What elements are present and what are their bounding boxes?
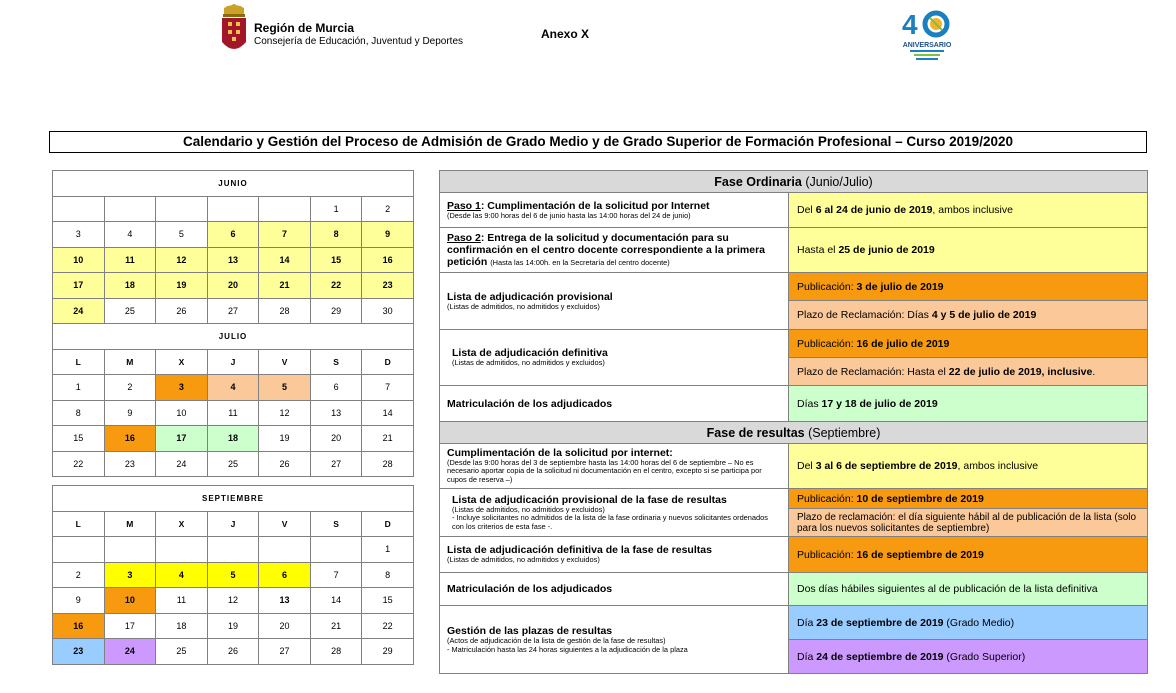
calendar-day: 19 bbox=[259, 426, 311, 452]
calendar-day bbox=[310, 537, 362, 563]
step-note: (Listas de admitidos, no admitidos y excluidos) bbox=[447, 301, 600, 311]
value-suffix: , ambos inclusive bbox=[957, 460, 1039, 472]
calendar-day: 25 bbox=[104, 298, 156, 324]
value-date: 3 al 6 de septiembre de 2019 bbox=[815, 460, 958, 472]
calendar-day: 18 bbox=[207, 426, 259, 452]
section-period: (Septiembre) bbox=[808, 425, 881, 440]
step-value-resultas-provisional-claim bbox=[789, 509, 1148, 537]
calendar-day: 28 bbox=[310, 639, 362, 665]
calendar-day: 5 bbox=[259, 375, 311, 401]
value-prefix: Plazo de Reclamación: Hasta el bbox=[797, 365, 949, 378]
weekday-header: X bbox=[156, 511, 208, 537]
calendar-day: 23 bbox=[53, 639, 105, 665]
calendar-day: 20 bbox=[310, 426, 362, 452]
step-title: Lista de adjudicación provisional de la fase de resultas bbox=[452, 493, 727, 506]
june-july-calendar bbox=[52, 170, 414, 477]
calendar-day: 8 bbox=[53, 400, 105, 426]
calendar-day: 14 bbox=[259, 247, 311, 273]
value-date: 24 de septiembre de 2019 bbox=[816, 650, 944, 663]
calendar-day: 16 bbox=[53, 613, 105, 639]
weekday-header: L bbox=[53, 349, 105, 375]
calendar-day: 29 bbox=[362, 639, 414, 665]
step-label-resultas-provisional bbox=[440, 489, 789, 537]
calendar-week bbox=[53, 537, 414, 563]
value-prefix: Día bbox=[797, 616, 817, 629]
40-anniversary-logo-icon bbox=[896, 4, 958, 66]
calendar-day: 26 bbox=[156, 298, 208, 324]
calendar-day: 27 bbox=[310, 451, 362, 477]
calendar-day: 14 bbox=[310, 588, 362, 614]
calendar-day: 1 bbox=[362, 537, 414, 563]
weekday-header: M bbox=[104, 511, 156, 537]
weekday-header: J bbox=[207, 349, 259, 375]
step-note: (Listas de admitidos, no admitidos y excluidos) bbox=[452, 504, 605, 514]
step-value-resultas-grado-medio bbox=[789, 606, 1148, 640]
calendar-day: 7 bbox=[259, 222, 311, 248]
value-date: 16 de septiembre de 2019 bbox=[856, 548, 984, 561]
department-name: Consejería de Educación, Juventud y Deportes bbox=[254, 36, 464, 47]
value-suffix: (Grado Superior) bbox=[943, 650, 1026, 663]
annex-label: Anexo X bbox=[541, 27, 590, 41]
value-date: 25 de junio de 2019 bbox=[838, 244, 935, 256]
calendar-day bbox=[259, 196, 311, 222]
value-prefix: Del bbox=[797, 460, 816, 472]
calendar-day: 23 bbox=[104, 451, 156, 477]
calendar-day: 27 bbox=[259, 639, 311, 665]
step-title: : Entrega de la solicitud y documentación para su confirmación en el centro docente correspondiente a la primera petición bbox=[447, 231, 766, 268]
calendar-day: 2 bbox=[53, 562, 105, 588]
calendar-day bbox=[104, 196, 156, 222]
weekday-header: V bbox=[259, 349, 311, 375]
step-value-resultas-application bbox=[789, 444, 1148, 489]
step-label-resultas-application bbox=[440, 444, 789, 489]
step-note: (Desde las 9:00 horas del 3 de septiembre hasta las 14:00 horas del 6 de septiembre – No es necesario aportar copia de la solicitud ni documentación en el centro, excepto si se participa por cupos de reserva –) bbox=[447, 457, 762, 484]
calendar-day: 27 bbox=[207, 298, 259, 324]
value-prefix: Publicación: bbox=[797, 548, 857, 561]
calendar-day: 6 bbox=[259, 562, 311, 588]
calendar-week bbox=[53, 639, 414, 665]
calendar-day: 28 bbox=[362, 451, 414, 477]
calendar-day: 3 bbox=[104, 562, 156, 588]
step-note: (Hasta las 14:00h. en la Secretaría del centro docente) bbox=[490, 257, 670, 267]
svg-text:4: 4 bbox=[902, 9, 918, 40]
weekday-header: V bbox=[259, 511, 311, 537]
value-date: 4 y 5 de julio de 2019 bbox=[931, 309, 1037, 321]
calendar-day: 15 bbox=[362, 588, 414, 614]
calendar-day: 10 bbox=[104, 588, 156, 614]
calendar-day: 6 bbox=[207, 222, 259, 248]
calendar-day: 22 bbox=[53, 451, 105, 477]
calendar-day: 3 bbox=[53, 222, 105, 248]
calendar-week bbox=[53, 222, 414, 248]
calendar-day: 4 bbox=[156, 562, 208, 588]
calendar-day: 22 bbox=[310, 273, 362, 299]
step-label-paso1 bbox=[440, 193, 789, 228]
calendar-day: 11 bbox=[104, 247, 156, 273]
value-date: 6 al 24 de junio de 2019 bbox=[815, 204, 933, 216]
calendar-day: 5 bbox=[156, 222, 208, 248]
admission-process-table bbox=[439, 170, 1148, 674]
section-title: Fase de resultas bbox=[706, 425, 805, 440]
step-note: (Listas de admitidos, no admitidos y excluidos) bbox=[452, 358, 605, 368]
calendar-day: 13 bbox=[207, 247, 259, 273]
calendar-day: 12 bbox=[156, 247, 208, 273]
region-murcia-coat-of-arms-icon bbox=[220, 4, 248, 56]
calendar-day: 11 bbox=[156, 588, 208, 614]
step-note: (Desde las 9:00 horas del 6 de junio hasta las 14:00 horas del 24 de junio) bbox=[447, 210, 691, 220]
calendar-day bbox=[259, 537, 311, 563]
value-prefix: Día bbox=[797, 650, 817, 663]
calendar-day bbox=[156, 196, 208, 222]
calendar-day: 12 bbox=[259, 400, 311, 426]
value-prefix: Días bbox=[797, 397, 822, 410]
calendar-day: 28 bbox=[259, 298, 311, 324]
calendar-day: 4 bbox=[104, 222, 156, 248]
step-title: Gestión de las plazas de resultas bbox=[447, 625, 613, 637]
step-value-paso1 bbox=[789, 193, 1148, 228]
calendar-day: 7 bbox=[362, 375, 414, 401]
step-title: Lista de adjudicación provisional bbox=[447, 290, 613, 303]
weekday-header: D bbox=[362, 349, 414, 375]
calendar-week bbox=[53, 196, 414, 222]
calendar-day: 9 bbox=[53, 588, 105, 614]
value-suffix: . bbox=[1092, 365, 1096, 378]
calendar-day: 20 bbox=[259, 613, 311, 639]
weekday-header: X bbox=[156, 349, 208, 375]
step-value-resultas-enrollment bbox=[789, 573, 1148, 606]
step-value-definitive-publication bbox=[789, 330, 1148, 358]
calendar-day: 18 bbox=[156, 613, 208, 639]
calendar-day bbox=[156, 537, 208, 563]
calendar-day: 26 bbox=[207, 639, 259, 665]
calendar-week bbox=[53, 451, 414, 477]
calendar-day: 2 bbox=[362, 196, 414, 222]
step-note: - Matriculación hasta las 24 horas siguientes a la adjudicación de la plaza bbox=[447, 644, 688, 654]
value-prefix: Plazo de Reclamación: Días bbox=[797, 309, 932, 321]
calendar-week bbox=[53, 426, 414, 452]
step-value-resultas-grado-superior bbox=[789, 640, 1148, 674]
value-suffix: , ambos inclusive bbox=[932, 204, 1013, 216]
step-value-enrollment bbox=[789, 386, 1148, 422]
step-number: Paso 1 bbox=[447, 199, 481, 212]
calendar-day: 24 bbox=[53, 298, 105, 324]
step-value-definitive-claim bbox=[789, 358, 1148, 386]
value-prefix: Publicación: bbox=[797, 492, 857, 505]
calendar-day: 9 bbox=[362, 222, 414, 248]
step-title: : Cumplimentación de la solicitud por Internet bbox=[480, 199, 710, 212]
calendar-day: 19 bbox=[156, 273, 208, 299]
calendar-day: 20 bbox=[207, 273, 259, 299]
step-value-provisional-claim bbox=[789, 301, 1148, 330]
step-title: Lista de adjudicación definitiva bbox=[452, 347, 608, 360]
value-prefix: Del bbox=[797, 204, 816, 216]
weekday-header: J bbox=[207, 511, 259, 537]
page-title: Calendario y Gestión del Proceso de Admisión de Grado Medio y de Grado Superior de Formación Profesional – Curso 2019/2020 bbox=[49, 131, 1147, 153]
calendar-week bbox=[53, 562, 414, 588]
step-note: - Incluye solicitantes no admitidos de la lista de la fase ordinaria y nuevos solicitantes ordenados con los criterios de esta fase -. bbox=[452, 513, 768, 531]
step-value-resultas-provisional-publication bbox=[789, 489, 1148, 509]
calendar-day: 24 bbox=[156, 451, 208, 477]
step-note: (Listas de admitidos, no admitidos y excluidos) bbox=[447, 555, 600, 565]
step-label-provisional bbox=[440, 273, 789, 330]
step-value-resultas-definitive bbox=[789, 537, 1148, 573]
calendar-week bbox=[53, 400, 414, 426]
calendar-day bbox=[53, 196, 105, 222]
calendar-day: 29 bbox=[310, 298, 362, 324]
weekday-header-row bbox=[53, 349, 414, 375]
weekday-header: M bbox=[104, 349, 156, 375]
value-date: 10 de septiembre de 2019 bbox=[856, 492, 984, 505]
calendar-day: 1 bbox=[310, 196, 362, 222]
calendar-week bbox=[53, 273, 414, 299]
calendar-day: 3 bbox=[156, 375, 208, 401]
september-calendar bbox=[52, 485, 414, 665]
calendar-day: 10 bbox=[156, 400, 208, 426]
region-brand-name: Región de Murcia bbox=[254, 21, 355, 35]
calendar-day: 21 bbox=[362, 426, 414, 452]
month-header-july: JULIO bbox=[53, 324, 414, 350]
value-prefix: Hasta el bbox=[797, 244, 839, 256]
weekday-header-row bbox=[53, 511, 414, 537]
calendar-day: 8 bbox=[310, 222, 362, 248]
calendar-day: 11 bbox=[207, 400, 259, 426]
calendar-day: 5 bbox=[207, 562, 259, 588]
step-value-provisional-publication bbox=[789, 273, 1148, 301]
step-title: Matriculación de los adjudicados bbox=[447, 397, 613, 410]
step-label-paso2 bbox=[440, 228, 789, 273]
value-date: 17 y 18 de julio de 2019 bbox=[821, 397, 938, 410]
month-header-june: JUNIO bbox=[53, 171, 414, 197]
calendar-day: 17 bbox=[104, 613, 156, 639]
step-label-definitive bbox=[440, 330, 789, 386]
month-header-september: SEPTIEMBRE bbox=[53, 486, 414, 512]
calendar-week bbox=[53, 375, 414, 401]
weekday-header: S bbox=[310, 511, 362, 537]
step-label-resultas-enrollment bbox=[440, 573, 789, 606]
value-prefix: Publicación: bbox=[797, 280, 857, 293]
weekday-header: S bbox=[310, 349, 362, 375]
calendar-day: 26 bbox=[259, 451, 311, 477]
value-suffix: (Grado Medio) bbox=[943, 616, 1015, 629]
calendar-day: 12 bbox=[207, 588, 259, 614]
calendar-day: 2 bbox=[104, 375, 156, 401]
calendar-day: 24 bbox=[104, 639, 156, 665]
calendar-day: 18 bbox=[104, 273, 156, 299]
calendar-day: 21 bbox=[310, 613, 362, 639]
calendar-day: 4 bbox=[207, 375, 259, 401]
calendar-day: 10 bbox=[53, 247, 105, 273]
calendar-week bbox=[53, 247, 414, 273]
calendar-week bbox=[53, 298, 414, 324]
value-date: 22 de julio de 2019, inclusive bbox=[948, 365, 1093, 378]
value-date: 3 de julio de 2019 bbox=[856, 280, 944, 293]
section-header-resultas bbox=[440, 422, 1148, 444]
calendar-day: 8 bbox=[362, 562, 414, 588]
value-date: 23 de septiembre de 2019 bbox=[816, 616, 944, 629]
calendar-day: 14 bbox=[362, 400, 414, 426]
calendar-day bbox=[53, 537, 105, 563]
section-period: (Junio/Julio) bbox=[805, 174, 873, 189]
calendar-day: 23 bbox=[362, 273, 414, 299]
calendar-day: 17 bbox=[156, 426, 208, 452]
step-label-resultas-management bbox=[440, 606, 789, 674]
calendar-day: 17 bbox=[53, 273, 105, 299]
value-prefix: Publicación: bbox=[797, 337, 857, 350]
weekday-header: D bbox=[362, 511, 414, 537]
calendar-day: 15 bbox=[310, 247, 362, 273]
step-title: Cumplimentación de la solicitud por internet: bbox=[447, 446, 673, 459]
step-title: Matriculación de los adjudicados bbox=[447, 583, 613, 595]
calendar-day bbox=[104, 537, 156, 563]
calendar-day: 25 bbox=[207, 451, 259, 477]
calendar-day bbox=[207, 537, 259, 563]
calendar-day: 7 bbox=[310, 562, 362, 588]
calendar-day: 13 bbox=[310, 400, 362, 426]
step-label-resultas-definitive bbox=[440, 537, 789, 573]
calendar-day: 19 bbox=[207, 613, 259, 639]
value-date: 16 de julio de 2019 bbox=[856, 337, 950, 350]
calendar-week bbox=[53, 613, 414, 639]
step-label-enrollment bbox=[440, 386, 789, 422]
calendar-day: 1 bbox=[53, 375, 105, 401]
section-title: Fase Ordinaria bbox=[714, 174, 802, 189]
calendar-day: 13 bbox=[259, 588, 311, 614]
step-title: Lista de adjudicación definitiva de la fase de resultas bbox=[447, 544, 712, 557]
calendar-day: 6 bbox=[310, 375, 362, 401]
section-header-ordinaria bbox=[440, 171, 1148, 193]
calendar-day bbox=[207, 196, 259, 222]
calendar-day: 15 bbox=[53, 426, 105, 452]
calendar-day: 21 bbox=[259, 273, 311, 299]
calendar-day: 30 bbox=[362, 298, 414, 324]
step-number: Paso 2 bbox=[447, 231, 481, 244]
value-text: Plazo de reclamación: el día siguiente hábil al de publicación de la lista (solo para los nuevos solicitantes de septiembre) bbox=[797, 511, 1137, 534]
calendar-day: 25 bbox=[156, 639, 208, 665]
calendar-day: 22 bbox=[362, 613, 414, 639]
calendar-day: 16 bbox=[104, 426, 156, 452]
step-note: (Actos de adjudicación de la lista de gestión de la fase de resultas) bbox=[447, 636, 666, 645]
anniversary-label: ANIVERSARIO bbox=[902, 42, 952, 49]
calendar-day: 16 bbox=[362, 247, 414, 273]
calendar-day: 9 bbox=[104, 400, 156, 426]
calendar-week bbox=[53, 588, 414, 614]
step-value-paso2 bbox=[789, 228, 1148, 273]
weekday-header: L bbox=[53, 511, 105, 537]
value-text: Dos días hábiles siguientes al de publicación de la lista definitiva bbox=[797, 583, 1098, 595]
